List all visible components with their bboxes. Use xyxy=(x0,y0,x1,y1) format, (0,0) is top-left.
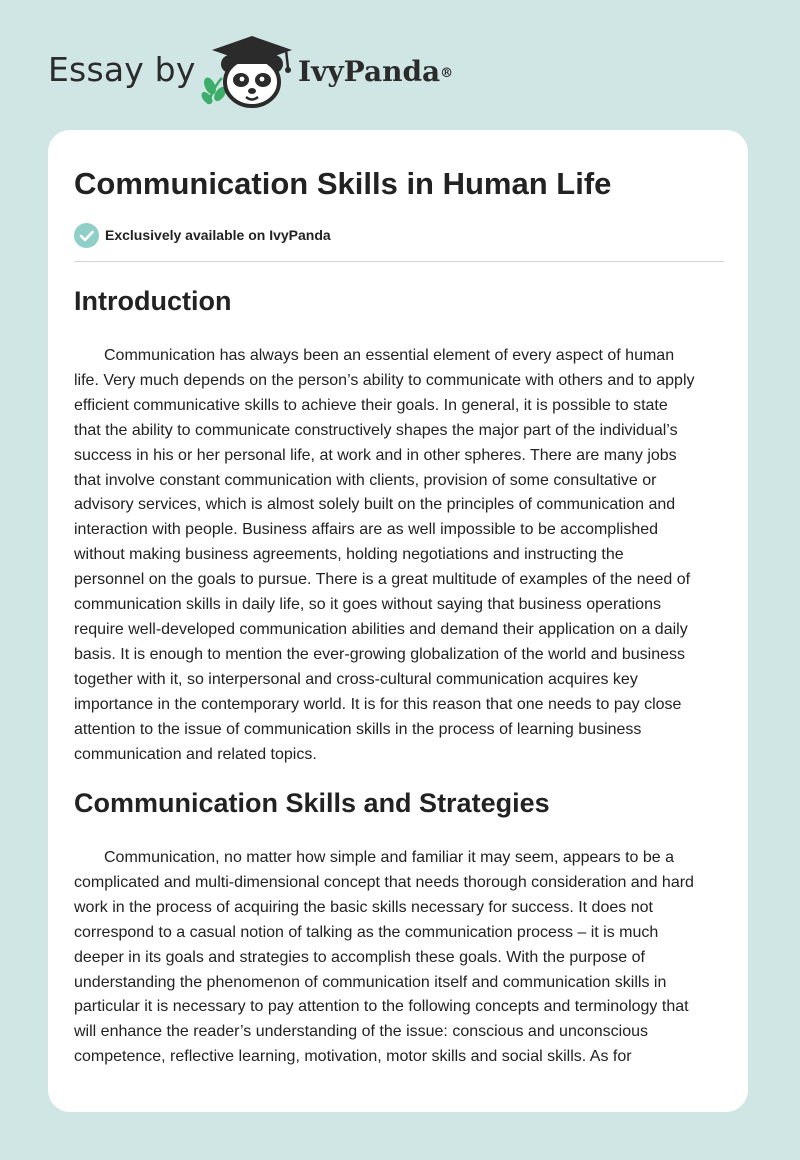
paragraph-line: complicated and multi-dimensional concept that needs thorough consideration and hard xyxy=(74,873,694,891)
section-heading-introduction: Introduction xyxy=(74,286,232,316)
paragraph-line: attention to the issue of communication skills in the process of learning business xyxy=(74,720,642,738)
paragraph-line: deeper in its goals and strategies to accomplish these goals. With the purpose of xyxy=(74,948,645,966)
paragraph-line: communication and related topics. xyxy=(74,745,317,763)
paragraph-line: require well-developed communication abilities and demand their application on a daily xyxy=(74,620,688,638)
brand-prefix: Essay by xyxy=(48,50,196,89)
divider xyxy=(74,261,724,262)
paragraph-line: correspond to a casual notion of talking as the communication process – it is much xyxy=(74,923,659,941)
brand-name[interactable] xyxy=(298,52,453,92)
paragraph-line: interaction with people. Business affairs are as well impossible to be accomplished xyxy=(74,521,659,539)
check-circle-icon xyxy=(74,223,99,248)
paragraph-line: will enhance the reader’s understanding of the issue: conscious and unconscious xyxy=(74,1023,648,1041)
paragraph-line: success in his or her personal life, at work and in other spheres. There are many jobs xyxy=(74,446,677,464)
exclusive-badge xyxy=(74,222,331,248)
panda-graduate-logo-icon[interactable] xyxy=(198,34,294,110)
paragraph-line: importance in the contemporary world. It is for this reason that one needs to pay close xyxy=(74,695,682,713)
paragraph-line: without making business agreements, holding negotiations and instructing the xyxy=(74,546,624,564)
registered-mark: ® xyxy=(440,66,454,81)
paragraph-line: together with it, so interpersonal and cross-cultural communication acquires key xyxy=(74,670,638,688)
paragraph-line: Communication has always been an essential element of every aspect of human xyxy=(104,347,675,364)
essay-card xyxy=(48,130,748,1112)
paragraph-line: work in the process of acquiring the basic skills necessary for success. It does not xyxy=(74,898,653,916)
page-title: Communication Skills in Human Life xyxy=(74,166,612,201)
paragraph-line: competence, reflective learning, motivation, motor skills and social skills. As for xyxy=(74,1048,632,1066)
paragraph-skills-strategies xyxy=(74,846,724,1070)
brand-name-text: IvyPanda xyxy=(298,55,441,88)
paragraph-line: particular it is necessary to pay attention to the following concepts and terminology that xyxy=(74,998,689,1016)
paragraph-line: Communication, no matter how simple and familiar it may seem, appears to be a xyxy=(104,849,675,866)
paragraph-line: life. Very much depends on the person’s ability to communicate with others and to apply xyxy=(74,371,695,389)
badge-text: Exclusively available on IvyPanda xyxy=(105,227,331,243)
paragraph-line: basis. It is enough to mention the ever-growing globalization of the world and business xyxy=(74,645,686,663)
site-header xyxy=(0,0,800,130)
paragraph-line: advisory services, which is almost solely built on the principles of communication and xyxy=(74,496,676,514)
paragraph-line: personnel on the goals to pursue. There is a great multitude of examples of the need of xyxy=(74,571,691,589)
section-heading-skills-strategies: Communication Skills and Strategies xyxy=(74,788,550,818)
paragraph-introduction xyxy=(74,344,724,767)
paragraph-line: that involve constant communication with clients, provision of some consultative or xyxy=(74,471,657,489)
paragraph-line: that the ability to communicate constructively shapes the major part of the individual’s xyxy=(74,421,678,439)
paragraph-line: communication skills in daily life, so it goes without saying that business operations xyxy=(74,596,661,614)
paragraph-line: understanding the phenomenon of communication itself and communication skills in xyxy=(74,973,667,991)
paragraph-line: efficient communicative skills to achieve their goals. In general, it is possible to state xyxy=(74,396,668,414)
